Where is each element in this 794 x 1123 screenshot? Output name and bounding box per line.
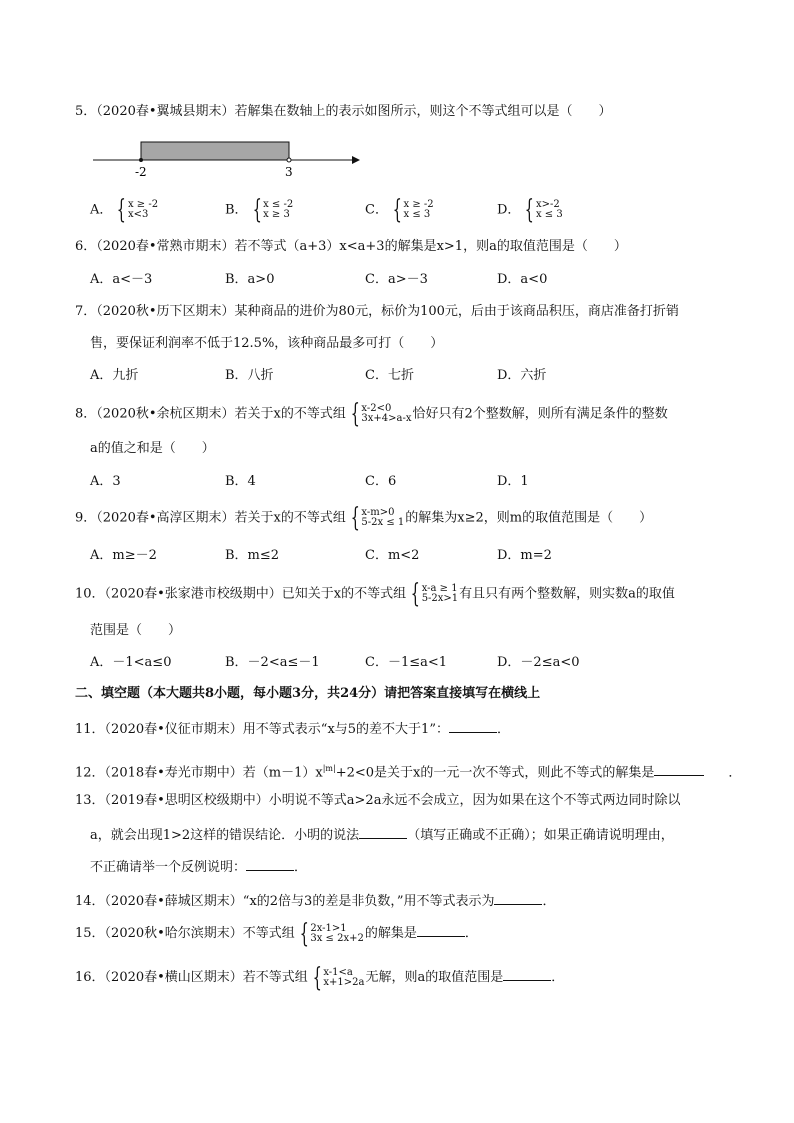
q9-inequality-system: { x-m>0 5-2x ≤ 1 bbox=[350, 503, 405, 533]
q9-option-c[interactable]: C．m<2 bbox=[365, 548, 420, 563]
q13-text-line3: 不正确请举一个反例说明： ． bbox=[90, 856, 307, 877]
q11-answer-blank[interactable] bbox=[449, 718, 497, 733]
section-2-title: 二、填空题（本大题共8小题，每小题3分，共24分）请把答案直接填写在横线上 bbox=[75, 686, 541, 701]
q10-option-c[interactable]: C．－1≤a<1 bbox=[365, 655, 448, 670]
q16-inequality-system: { x-1<a x+1>2a bbox=[312, 962, 365, 993]
q10-inequality-system: { x-a ≥ 1 5-2x>1 bbox=[410, 579, 459, 609]
q16-text: 16．（2020春•横山区期末）若不等式组 { x-1<a x+1>2a 无解，则a的取值范围是 ． bbox=[75, 962, 565, 993]
q14-answer-blank[interactable] bbox=[494, 890, 542, 905]
axis-label-left: -2 bbox=[135, 165, 147, 179]
q8-option-c[interactable]: C．6 bbox=[365, 474, 397, 489]
q5-text: 5．（2020春•翼城县期末）若解集在数轴上的表示如图所示，则这个不等式组可以是（ ） bbox=[75, 104, 612, 119]
q9-option-d[interactable]: D．m=2 bbox=[497, 548, 552, 563]
q16-answer-blank[interactable] bbox=[503, 966, 551, 981]
axis-label-right: 3 bbox=[285, 165, 293, 179]
solution-interval-shading bbox=[141, 142, 289, 160]
q7-option-c[interactable]: C．七折 bbox=[365, 368, 414, 383]
number-line-arrow-icon bbox=[352, 156, 360, 164]
q8-text-line2: a的值之和是（ ） bbox=[90, 441, 215, 456]
q7-option-d[interactable]: D．六折 bbox=[497, 368, 547, 383]
q8-option-b[interactable]: B．4 bbox=[225, 474, 256, 489]
q13-answer-blank-1[interactable] bbox=[359, 824, 407, 839]
q6-option-b[interactable]: B．a>0 bbox=[225, 272, 275, 287]
q10-option-a[interactable]: A．－1<a≤0 bbox=[90, 655, 172, 670]
q10-option-b[interactable]: B．－2<a≤－1 bbox=[225, 655, 320, 670]
q9-option-a[interactable]: A．m≥－2 bbox=[90, 548, 157, 563]
q5-option-d[interactable]: D． { x>-2 x ≤ 3 bbox=[497, 195, 563, 225]
q10-text-line1: 10．（2020春•张家港市校级期中）已知关于x的不等式组 { x-a ≥ 1 5-2x>1 有且只有两个整数解，则实数a的取值 bbox=[75, 579, 675, 609]
q7-text-line2: 售，要保证利润率不低于12.5%，该种商品最多可打（ ） bbox=[90, 336, 444, 351]
q6-option-a[interactable]: A．a<－3 bbox=[90, 272, 153, 287]
q15-text: 15．（2020秋•哈尔滨期末）不等式组 { 2x-1>1 3x ≤ 2x+2 的解集是 ． bbox=[75, 918, 478, 949]
q8-inequality-system: { x-2<0 3x+4>a-x bbox=[350, 399, 412, 429]
q11-text: 11．（2020春•仪征市期末）用不等式表示“x与5的差不大于1”： ． bbox=[75, 718, 510, 739]
q13-text-line2: a，就会出现1>2这样的错误结论．小明的说法 （填写正确或不正确）；如果正确请说明理由， bbox=[90, 824, 674, 845]
q5-option-a[interactable]: A． { x ≥ -2 x<3 bbox=[90, 195, 159, 225]
q7-text-line1: 7．（2020秋•历下区期末）某种商品的进价为80元，标价为100元，后由于该商品积压，商店准备打折销 bbox=[75, 304, 679, 319]
q5-option-b[interactable]: B． { x ≤ -2 x ≥ 3 bbox=[225, 195, 294, 225]
q12-text: 12．（2018春•寿光市期中）若$(m-1)x^{|m|}+2<0$是关于x的一元一次不等式，则此不等式的解集是 ． bbox=[75, 760, 741, 782]
q6-option-d[interactable]: D．a<0 bbox=[497, 272, 548, 287]
q5-option-c[interactable]: C． { x ≥ -2 x ≤ 3 bbox=[365, 195, 434, 225]
q7-option-a[interactable]: A．九折 bbox=[90, 368, 139, 383]
number-line-figure bbox=[90, 138, 370, 180]
q12-answer-blank[interactable] bbox=[654, 761, 704, 776]
q13-text-line1: 13．（2019春•思明区校级期中）小明说不等式a>2a永远不会成立，因为如果在这个不等式两边同时除以 bbox=[75, 793, 681, 808]
right-endpoint-dot bbox=[287, 158, 291, 162]
q10-text-line2: 范围是（ ） bbox=[90, 623, 182, 638]
q8-text-line1: 8．（2020秋•余杭区期末）若关于x的不等式组 { x-2<0 3x+4>a-x 恰好只有2个整数解，则所有满足条件的整数 bbox=[75, 399, 668, 429]
q7-option-b[interactable]: B．八折 bbox=[225, 368, 274, 383]
q14-text: 14．（2020春•薛城区期末）“x的2倍与3的差是非负数，”用不等式表示为 ． bbox=[75, 890, 555, 911]
q15-inequality-system: { 2x-1>1 3x ≤ 2x+2 bbox=[299, 918, 364, 949]
q6-option-c[interactable]: C．a>－3 bbox=[365, 272, 428, 287]
q8-option-a[interactable]: A．3 bbox=[90, 474, 121, 489]
q6-text: 6．（2020春•常熟市期末）若不等式（a+3）x<a+3的解集是x>1，则a的取值范围是（ ） bbox=[75, 239, 627, 254]
q13-answer-blank-2[interactable] bbox=[246, 856, 294, 871]
q15-answer-blank[interactable] bbox=[417, 922, 465, 937]
q8-option-d[interactable]: D．1 bbox=[497, 474, 529, 489]
q9-text: 9．（2020春•高淳区期末）若关于x的不等式组 { x-m>0 5-2x ≤ 1 的解集为x≥2，则m的取值范围是（ ） bbox=[75, 503, 653, 533]
left-endpoint-dot bbox=[139, 158, 143, 162]
q10-option-d[interactable]: D．－2≤a<0 bbox=[497, 655, 580, 670]
q9-option-b[interactable]: B．m≤2 bbox=[225, 548, 280, 563]
